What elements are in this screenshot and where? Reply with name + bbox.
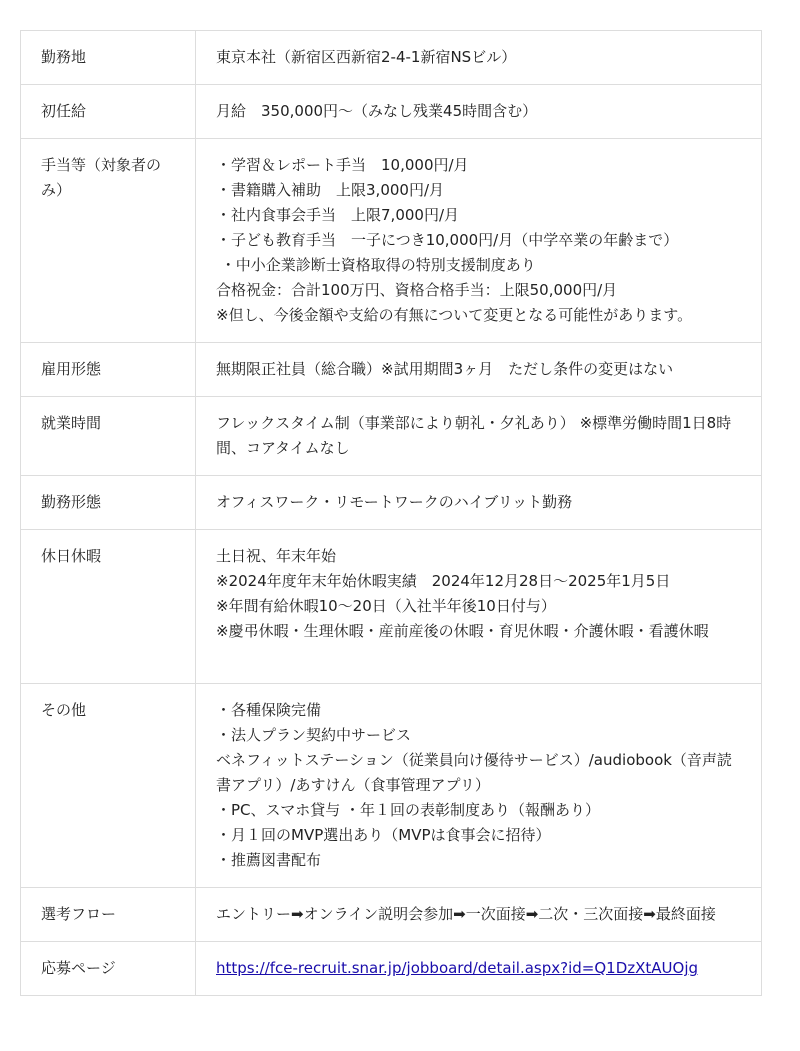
value-line: 東京本社（新宿区西新宿2-4-1新宿NSビル）: [216, 48, 517, 66]
value-line: ・推薦図書配布: [216, 851, 322, 869]
row-label: 勤務地: [21, 31, 196, 85]
value-line: 合格祝金：合計100万円、資格合格手当：上限50,000円/月: [216, 281, 618, 299]
row-value: [196, 476, 762, 530]
value-line: 無期限正社員（総合職）※試用期間3ヶ月 ただし条件の変更はない: [216, 360, 674, 378]
value-line: 月給 350,000円～（みなし残業45時間含む）: [216, 102, 538, 120]
row-label: 休日休暇: [21, 530, 196, 684]
value-line: ・各種保険完備: [216, 701, 322, 719]
table-row: [21, 397, 762, 476]
table-row: [21, 31, 762, 85]
table-row: [21, 684, 762, 888]
table-row: [21, 530, 762, 684]
value-line: エントリー➡オンライン説明会参加➡一次面接➡二次・三次面接➡最終面接: [216, 905, 716, 923]
value-line: ベネフィットステーション（従業員向け優待サービス）/audiobook（音声読書アプリ）/あすけん（食事管理アプリ）: [216, 751, 732, 794]
row-value: [196, 31, 762, 85]
table-row: [21, 888, 762, 942]
value-line: ・中小企業診断士資格取得の特別支援制度あり: [216, 256, 536, 274]
job-info-table: [20, 30, 762, 996]
value-line: ・月１回のMVP選出あり（MVPは食事会に招待）: [216, 826, 551, 844]
table-row: [21, 85, 762, 139]
row-value: [196, 942, 762, 996]
apply-page-link[interactable]: https://fce-recruit.snar.jp/jobboard/detail.aspx?id=Q1DzXtAUOjg: [216, 959, 699, 977]
row-label: 選考フロー: [21, 888, 196, 942]
value-line: ・PC、スマホ貸与 ・年１回の表彰制度あり（報酬あり）: [216, 801, 600, 819]
value-line: ※年間有給休暇10～20日（入社半年後10日付与）: [216, 597, 556, 615]
row-label: 応募ページ: [21, 942, 196, 996]
table-row: [21, 942, 762, 996]
value-line: 土日祝、年末年始: [216, 547, 337, 565]
value-line: ※2024年度年末年始休暇実績 2024年12月28日～2025年1月5日: [216, 572, 671, 590]
table-row: [21, 476, 762, 530]
value-line: ・社内食事会手当 上限7,000円/月: [216, 206, 459, 224]
table-row: [21, 139, 762, 343]
value-line: ・法人プラン契約中サービス: [216, 726, 412, 744]
row-label: 手当等（対象者のみ）: [21, 139, 196, 343]
value-line: ・学習＆レポート手当 10,000円/月: [216, 156, 469, 174]
row-label: その他: [21, 684, 196, 888]
row-label: 就業時間: [21, 397, 196, 476]
row-value: [196, 888, 762, 942]
value-line: フレックスタイム制（事業部により朝礼・夕礼あり） ※標準労働時間1日8時間、コアタイムなし: [216, 414, 732, 457]
blank-line: [216, 644, 745, 669]
row-value: [196, 684, 762, 888]
row-label: 勤務形態: [21, 476, 196, 530]
row-value: [196, 343, 762, 397]
value-line: ※慶弔休暇・生理休暇・産前産後の休暇・育児休暇・介護休暇・看護休暇: [216, 622, 709, 640]
row-value: [196, 139, 762, 343]
value-line: オフィスワーク・リモートワークのハイブリット勤務: [216, 493, 573, 511]
row-label: 雇用形態: [21, 343, 196, 397]
row-value: [196, 530, 762, 684]
row-label: 初任給: [21, 85, 196, 139]
table-row: [21, 343, 762, 397]
value-line: ・書籍購入補助 上限3,000円/月: [216, 181, 444, 199]
value-line: ・子ども教育手当 一子につき10,000円/月（中学卒業の年齢まで）: [216, 231, 679, 249]
row-value: [196, 397, 762, 476]
row-value: [196, 85, 762, 139]
value-line: ※但し、今後金額や支給の有無について変更となる可能性があります。: [216, 306, 693, 324]
